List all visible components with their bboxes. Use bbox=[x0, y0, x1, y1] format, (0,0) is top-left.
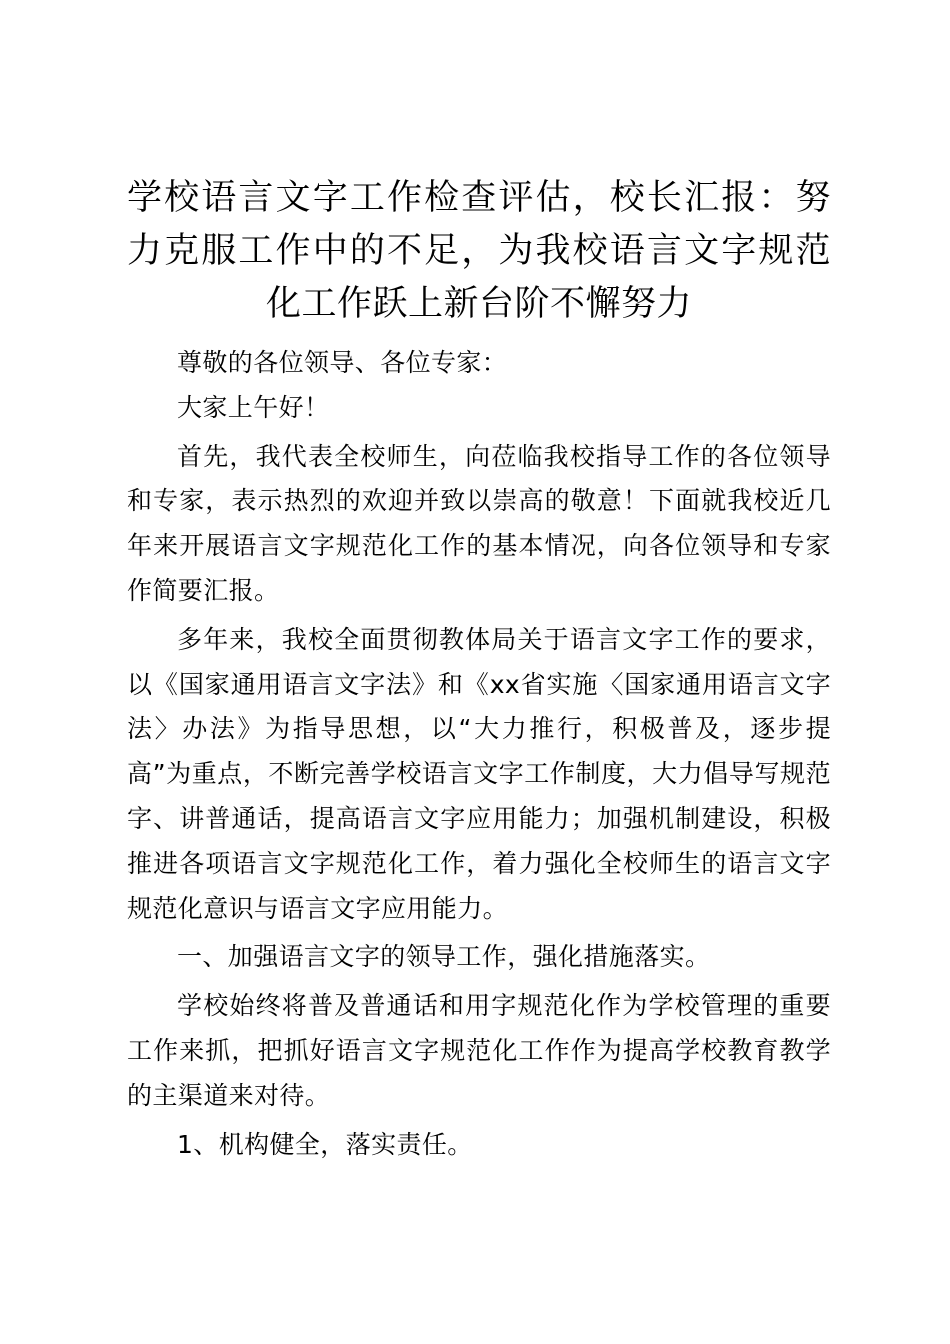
body-paragraph: 首先，我代表全校师生，向莅临我校指导工作的各位领导和专家，表示热烈的欢迎并致以崇高的敬意！下面就我校近几年来开展语言文字规范化工作的基本情况，向各位领导和专家作简要汇报。 bbox=[127, 441, 831, 605]
greeting: 大家上午好！ bbox=[177, 392, 330, 422]
document-title: 学校语言文字工作检查评估，校长汇报：努力克服工作中的不足，为我校语言文字规范化工作跃上新台阶不懈努力 bbox=[127, 178, 831, 324]
document-page bbox=[127, 172, 831, 1167]
section-heading: 一、加强语言文字的领导工作，强化措施落实。 bbox=[177, 942, 711, 972]
section-paragraph: 学校始终将普及普通话和用字规范化作为学校管理的重要工作来抓，把抓好语言文字规范化工作作为提高学校教育教学的主渠道来对待。 bbox=[127, 991, 831, 1110]
body-paragraph: 多年来，我校全面贯彻教体局关于语言文字工作的要求，以《国家通用语言文字法》和《xx省实施〈国家通用语言文字法〉办法》为指导思想，以“大力推行，积极普及，逐步提高”为重点，不断完善学校语言文字工作制度，大力倡导写规范字、讲普通话，提高语言文字应用能力；加强机制建设，积极推进各项语言文字规范化工作，着力强化全校师生的语言文字规范化意识与语言文字应用能力。 bbox=[127, 624, 831, 923]
subsection-heading: 1、机构健全，落实责任。 bbox=[177, 1129, 473, 1159]
salutation: 尊敬的各位领导、各位专家： bbox=[177, 348, 508, 377]
